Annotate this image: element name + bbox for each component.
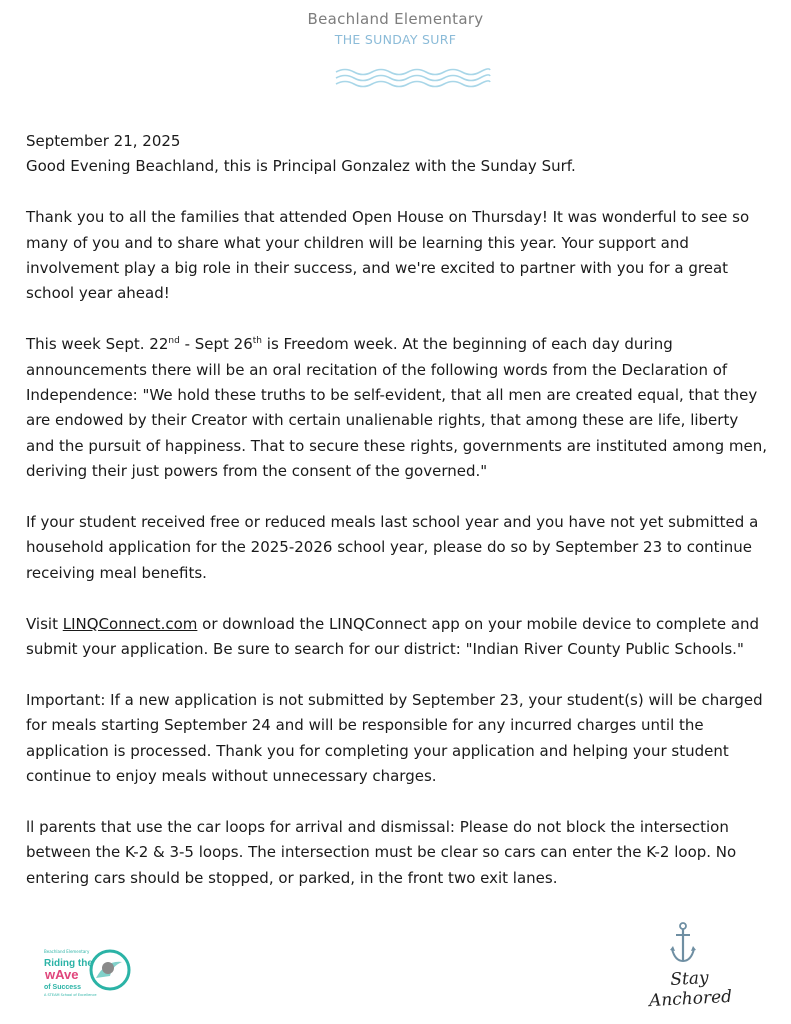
- logo-tagline: A STEAM School of Excellence: [44, 993, 97, 997]
- wave-icon: [334, 66, 492, 92]
- paragraph-car-loops: ll parents that use the car loops for arrival and dismissal: Please do not block the intersection between the K-2 & 3-5 loops. The intersection must be clear so cars can enter the K-2 loop. No entering cars should be stopped, or parked, in the front two exit lanes.: [26, 817, 737, 887]
- superscript-nd: nd: [168, 336, 180, 347]
- letter-greeting: Good Evening Beachland, this is Principal Gonzalez with the Sunday Surf.: [26, 157, 576, 176]
- logo-school-name: Beachland Elementary: [44, 949, 90, 954]
- logo-wave: wAve: [45, 967, 79, 982]
- freedom-week-mid: - Sept 26: [179, 335, 253, 354]
- superscript-th: th: [252, 336, 263, 347]
- newsletter-header: [0, 10, 791, 47]
- anchor-icon: [670, 922, 696, 966]
- linqconnect-link[interactable]: LINQConnect.com: [62, 614, 198, 633]
- freedom-week-lead: This week Sept. 22: [26, 335, 169, 354]
- paragraph-open-house: Thank you to all the families that attended Open House on Thursday! It was wonderful to see so many of you and to share what your children will be learning this year. Your support and involvement play a big role in their success, and we're excited to partner with you for a great school year ahead!: [26, 208, 750, 303]
- school-logo: [42, 944, 134, 1000]
- paragraph-visit: [26, 612, 771, 663]
- stay-anchored-signoff: Stay Anchored: [648, 968, 733, 1012]
- paragraph-important: Important: If a new application is not submitted by September 23, your student(s) will be charged for meals starting September 24 and will be responsible for any incurred charges until the application is processed. Thank you for completing your application and helping your student continue to enjoy meals without unnecessary charges.: [26, 690, 763, 786]
- paragraph-meals: If your student received free or reduced meals last school year and you have not yet submitted a household application for the 2025-2026 school year, please do so by September 23 to continue receiving meal benefits.: [26, 513, 759, 582]
- logo-success: of Success: [44, 984, 81, 991]
- school-name: Beachland Elementary: [307, 10, 484, 28]
- freedom-week-text: is Freedom week. At the beginning of each day during announcements there will be an oral recitation of the following words from the Declaration of Independence: "We hold these truths to be self-evident, that all men are created equal, that they are endowed by their Creator with certain unalienable rights, that among these are life, liberty and the pursuit of happiness. That to secure these rights, governments are instituted among men, deriving their just powers from the consent of the governed.": [26, 335, 768, 481]
- logo-riding: Riding the: [44, 958, 93, 969]
- visit-lead: Visit: [26, 614, 63, 633]
- newsletter-name: THE SUNDAY SURF: [334, 32, 457, 47]
- letter-date: September 21, 2025: [26, 132, 181, 150]
- letter-body: [26, 129, 771, 916]
- paragraph-freedom-week: [26, 332, 771, 484]
- visit-text: or download the LINQConnect app on your mobile device to complete and submit your application. Be sure to search for our district: "Indian River County Public Schools.": [26, 614, 760, 659]
